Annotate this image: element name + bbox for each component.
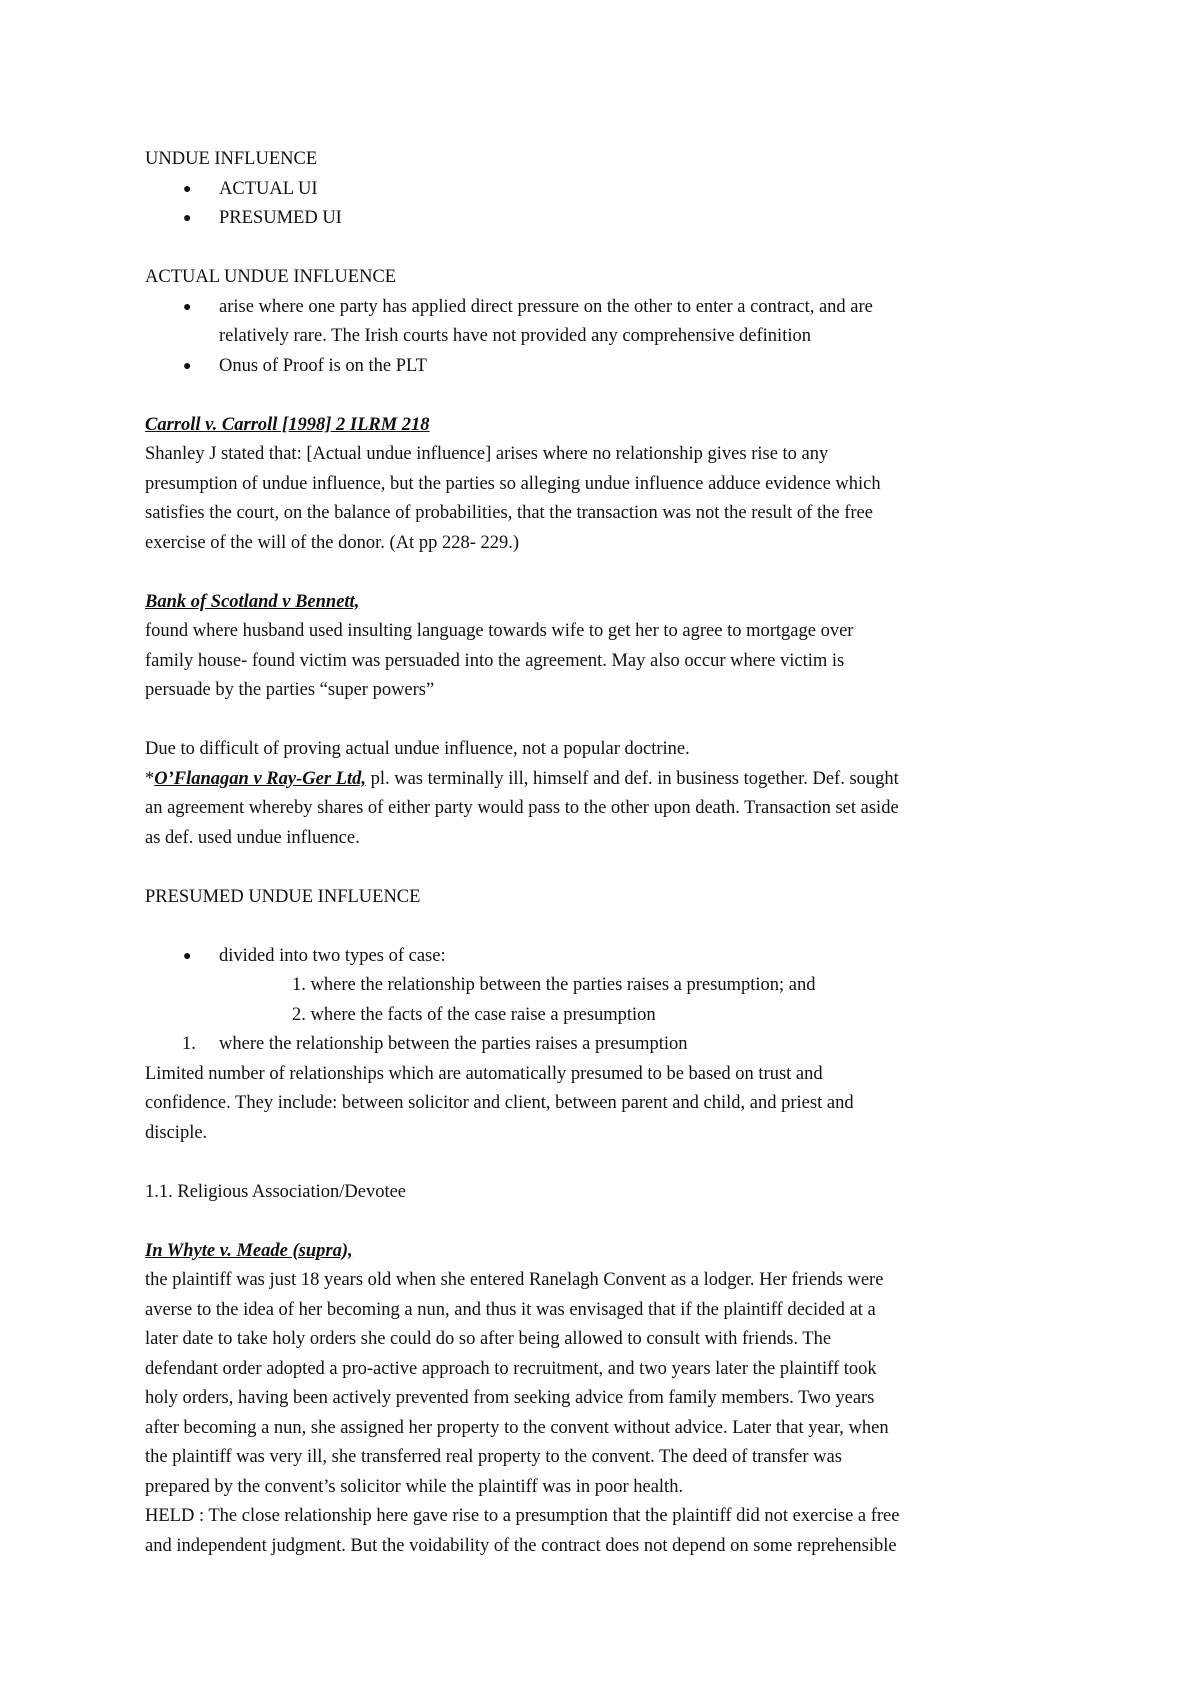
paragraph-line: as def. used undue influence. xyxy=(145,827,360,848)
oflanagan-paragraph xyxy=(145,765,1065,795)
sub-list-item: 2. where the facts of the case raise a presumption xyxy=(292,1004,656,1025)
bullet-icon: ● xyxy=(183,358,192,374)
list-item-text: relatively rare. The Irish courts have not provided any comprehensive definition xyxy=(219,326,811,346)
paragraph-line: family house- found victim was persuaded into the agreement. May also occur where victim is xyxy=(145,650,845,671)
paragraph-line: found where husband used insulting language towards wife to get her to agree to mortgage over xyxy=(145,621,854,641)
paragraph-line: Due to difficult of proving actual undue influence, not a popular doctrine. xyxy=(145,739,690,759)
bullet-icon: ● xyxy=(183,299,192,315)
case-title-bennett: Bank of Scotland v Bennett, xyxy=(145,591,360,612)
paragraph-line: later date to take holy orders she could do so after being allowed to consult with friends. The xyxy=(145,1329,832,1349)
bullet-icon: ● xyxy=(183,211,192,226)
numbered-item-text: where the relationship between the parties raises a presumption xyxy=(219,1034,688,1054)
case-title-whyte: In Whyte v. Meade (supra), xyxy=(145,1240,353,1261)
list-item xyxy=(145,175,1065,205)
list-item xyxy=(145,352,1065,382)
paragraph-line: an agreement whereby shares of either party would pass to the other upon death. Transaction set aside xyxy=(145,798,899,818)
list-item-continuation xyxy=(145,322,1065,352)
paragraph-line: prepared by the convent’s solicitor while the plaintiff was in poor health. xyxy=(145,1476,684,1497)
paragraph-line: Limited number of relationships which are automatically presumed to be based on trust and xyxy=(145,1063,823,1084)
paragraph-text: pl. was terminally ill, himself and def. in business together. Def. sought xyxy=(365,768,899,789)
list-item xyxy=(145,204,1065,234)
paragraph-line: satisfies the court, on the balance of probabilities, that the transaction was not the result of the free xyxy=(145,503,873,523)
paragraph-line: the plaintiff was very ill, she transferred real property to the convent. The deed of transfer was xyxy=(145,1447,842,1467)
paragraph-line: Shanley J stated that: [Actual undue influence] arises where no relationship gives rise to any xyxy=(145,444,829,464)
case-title-carroll: Carroll v. Carroll [1998] 2 ILRM 218 xyxy=(145,414,430,435)
bullet-icon: ● xyxy=(183,181,192,197)
list-item-text: ACTUAL UI xyxy=(219,178,318,199)
document-page xyxy=(145,145,1065,1561)
paragraph-line: averse to the idea of her becoming a nun, and thus it was envisaged that if the plaintiff decided at a xyxy=(145,1299,876,1320)
paragraph-line: defendant order adopted a pro-active approach to recruitment, and two years later the plaintiff took xyxy=(145,1358,877,1379)
list-item-text: divided into two types of case: xyxy=(219,945,446,966)
list-item-text: PRESUMED UI xyxy=(219,208,342,228)
list-item-text: Onus of Proof is on the PLT xyxy=(219,355,427,376)
paragraph-line: and independent judgment. But the voidability of the contract does not depend on some reprehensible xyxy=(145,1535,897,1556)
section-heading-presumed: PRESUMED UNDUE INFLUENCE xyxy=(145,886,421,907)
case-title-oflanagan: O’Flanagan v Ray-Ger Ltd, xyxy=(154,768,366,789)
paragraph-line: HELD : The close relationship here gave rise to a presumption that the plaintiff did not exercise a free xyxy=(145,1506,900,1526)
paragraph-line: confidence. They include: between solicitor and client, between parent and child, and priest and xyxy=(145,1093,854,1113)
section-heading-actual: ACTUAL UNDUE INFLUENCE xyxy=(145,267,397,287)
paragraph-line: presumption of undue influence, but the parties so alleging undue influence adduce evidence which xyxy=(145,473,881,494)
main-heading: UNDUE INFLUENCE xyxy=(145,149,318,169)
bullet-icon: ● xyxy=(183,948,192,964)
paragraph-line: the plaintiff was just 18 years old when she entered Ranelagh Convent as a lodger. Her friends were xyxy=(145,1270,884,1290)
sub-list-item: 1. where the relationship between the parties raises a presumption; and xyxy=(292,975,816,995)
list-item-text: arise where one party has applied direct pressure on the other to enter a contract, and are xyxy=(219,296,873,317)
paragraph-line: after becoming a nun, she assigned her property to the convent without advice. Later that year, when xyxy=(145,1417,889,1438)
subsection-heading: 1.1. Religious Association/Devotee xyxy=(145,1181,407,1202)
paragraph-line: persuade by the parties “super powers” xyxy=(145,680,435,700)
paragraph-line: exercise of the will of the donor. (At pp 228- 229.) xyxy=(145,532,520,553)
paragraph-line: disciple. xyxy=(145,1122,208,1143)
numbered-item xyxy=(145,1030,1065,1060)
asterisk-marker: * xyxy=(145,768,155,789)
list-item xyxy=(145,293,1065,323)
list-item xyxy=(145,942,1065,972)
number-marker: 1. xyxy=(182,1034,196,1054)
paragraph-line: holy orders, having been actively prevented from seeking advice from family members. Two years xyxy=(145,1388,875,1408)
